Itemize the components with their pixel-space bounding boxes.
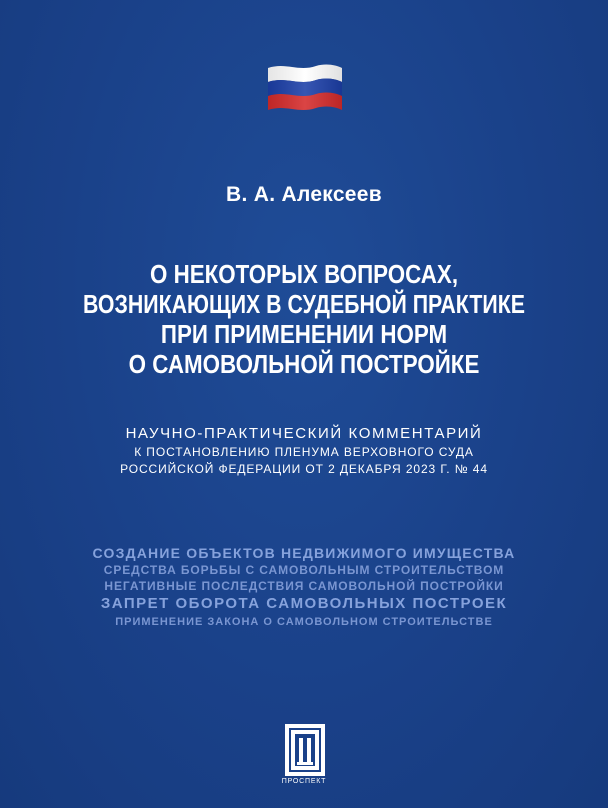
topic-item: ЗАПРЕТ ОБОРОТА САМОВОЛЬНЫХ ПОСТРОЕК (100, 595, 508, 612)
title-line: О НЕКОТОРЫХ ВОПРОСАХ, (149, 259, 459, 289)
topic-item: ПРИМЕНЕНИЕ ЗАКОНА О САМОВОЛЬНОМ СТРОИТЕЛЬСТВЕ (115, 616, 493, 628)
topic-list (0, 544, 608, 630)
russian-flag-icon (266, 62, 344, 114)
publisher-name: ПРОСПЕКТ (281, 778, 327, 785)
subtitle-line: РОССИЙСКОЙ ФЕДЕРАЦИИ ОТ 2 ДЕКАБРЯ 2023 Г. № 44 (120, 462, 488, 476)
topic-item: НЕГАТИВНЫЕ ПОСЛЕДСТВИЯ САМОВОЛЬНОЙ ПОСТРОЙКИ (104, 579, 504, 593)
publisher-logo-icon (285, 724, 325, 776)
topic-item: СРЕДСТВА БОРЬБЫ С САМОВОЛЬНЫМ СТРОИТЕЛЬСТВОМ (103, 563, 505, 577)
subtitle-line: НАУЧНО-ПРАКТИЧЕСКИЙ КОММЕНТАРИЙ (125, 425, 483, 442)
title-line: ПРИ ПРИМЕНЕНИИ НОРМ (160, 319, 448, 349)
topic-item: СОЗДАНИЕ ОБЪЕКТОВ НЕДВИЖИМОГО ИМУЩЕСТВА (92, 545, 516, 561)
title-line: ВОЗНИКАЮЩИХ В СУДЕБНОЙ ПРАКТИКЕ (83, 289, 525, 319)
book-title (0, 259, 608, 379)
book-subtitle (0, 424, 608, 478)
author-name: В. А. Алексеев (226, 183, 382, 206)
subtitle-line: К ПОСТАНОВЛЕНИЮ ПЛЕНУМА ВЕРХОВНОГО СУДА (134, 445, 474, 459)
title-line: О САМОВОЛЬНОЙ ПОСТРОЙКЕ (128, 349, 480, 379)
